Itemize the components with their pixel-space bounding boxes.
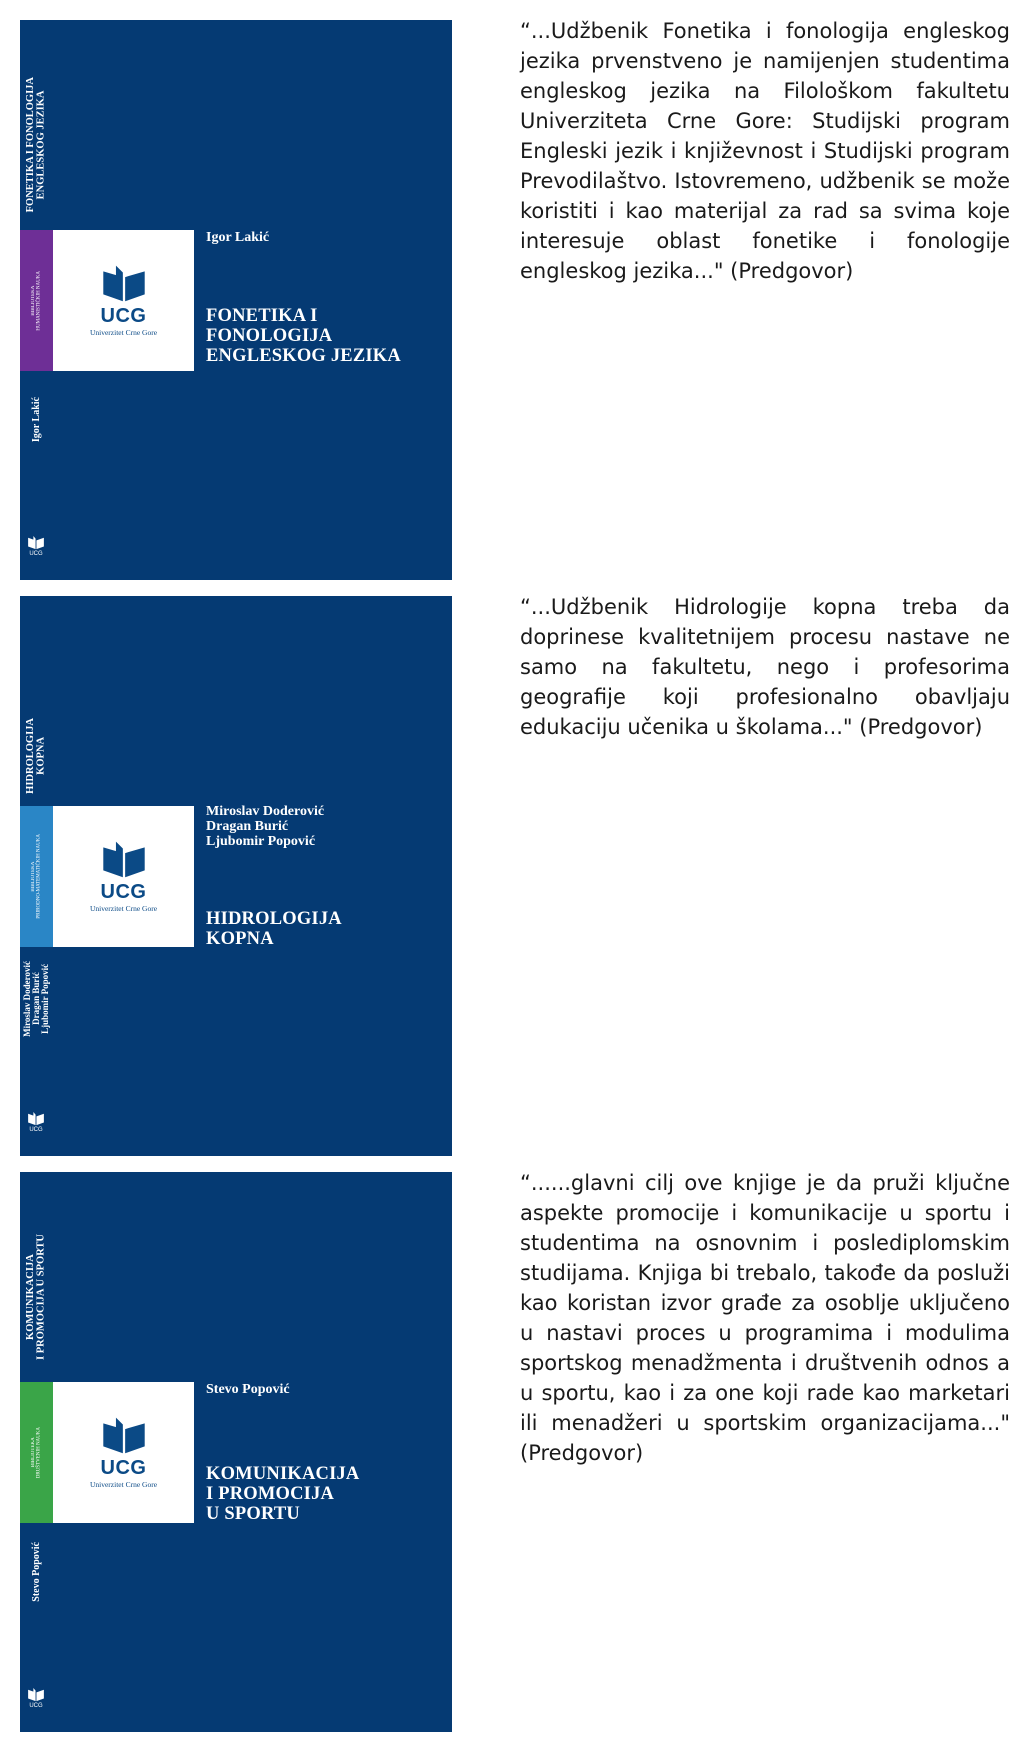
cover-author: Miroslav Doderović Dragan Burić Ljubomir Popović [206, 804, 325, 849]
logo-university-name: Univerzitet Crne Gore [89, 903, 158, 913]
book-logo-icon [101, 1417, 147, 1455]
spine-series-band: BIBLIOTEKA HUMANISTIČKIH NAUKA [20, 230, 53, 371]
spine-logo: UCG [26, 1112, 46, 1134]
university-logo [53, 806, 194, 947]
book-quote: “...Udžbenik Hidrologije kopna treba da doprinese kvalitetnijem procesu nastave ne samo na fakultetu, nego i profesorima geografije koji profesionalno obavljaju edukaciju učenika u školama..." (Predgovor) [520, 595, 1010, 739]
spine-title: HIDROLOGIJA KOPNA [25, 718, 47, 794]
book-cover [20, 1172, 452, 1732]
logo-acronym: UCG [100, 1456, 147, 1479]
cover-author: Igor Lakić [206, 230, 270, 245]
book-logo-icon [27, 1688, 45, 1702]
book-logo-icon [101, 841, 147, 879]
logo-university-name: Univerzitet Crne Gore [89, 1479, 158, 1489]
university-logo [53, 230, 194, 371]
book-logo-icon [101, 265, 147, 303]
logo-acronym: UCG [100, 304, 147, 327]
spine-author: Miroslav Doderović Dragan Burić Ljubomir Popović [22, 960, 50, 1037]
book-logo-icon [27, 536, 45, 550]
book-quote: “......glavni cilj ove knjige je da pruži ključne aspekte promocije i komunikacije u sportu i studentima na osnovnim i poslediplomskim studijama. Knjiga bi trebalo, takođe da posluži kao koristan izvor građe za osoblje uključeno u nastavi proces u programima i modulima sportskog menadžmenta i društvenih odnos a u sportu, kao i za one koji rade kao marketari ili menadžeri u sportskim organizacijama..." (Predgovor) [520, 1171, 1010, 1465]
book-quote: “...Udžbenik Fonetika i fonologija engleskog jezika prvenstveno je namijenjen studentima engleskog jezika na Filološkom fakultetu Univerziteta Crne Gore: Studijski program Engleski jezik i književnost i Studijski program Prevodilaštvo. Istovremeno, udžbenik se može koristiti i kao materijal za rad sa svima koje interesuje oblast fonetike i fonologije engleskog jezika..." (Predgovor) [520, 19, 1010, 283]
spine-author: Stevo Popović [30, 1542, 42, 1602]
spine-title: FONETIKA I FONOLOGIJA ENGLESKOG JEZIKA [25, 77, 47, 213]
spine-series-band: BIBLIOTEKA DRUŠTVENIH NAUKA [20, 1382, 53, 1523]
spine-author: Igor Lakić [30, 397, 42, 443]
spine-logo: UCG [26, 1688, 46, 1710]
university-logo [53, 1382, 194, 1523]
cover-title: HIDROLOGIJA KOPNA [206, 909, 342, 949]
book-cover [20, 20, 452, 580]
book-logo-icon [27, 1112, 45, 1126]
book-cover [20, 596, 452, 1156]
logo-university-name: Univerzitet Crne Gore [89, 327, 158, 337]
spine-title: KOMUNIKACIJA I PROMOCIJA U SPORTU [25, 1234, 47, 1360]
logo-acronym: UCG [100, 880, 147, 903]
spine-logo: UCG [26, 536, 46, 558]
cover-author: Stevo Popović [206, 1382, 290, 1397]
cover-title: KOMUNIKACIJA I PROMOCIJA U SPORTU [206, 1464, 360, 1524]
spine-series-band: BIBLIOTEKA PRIRODNO-MATEMATIČKIH NAUKA [20, 806, 53, 947]
cover-title: FONETIKA I FONOLOGIJA ENGLESKOG JEZIKA [206, 306, 401, 366]
